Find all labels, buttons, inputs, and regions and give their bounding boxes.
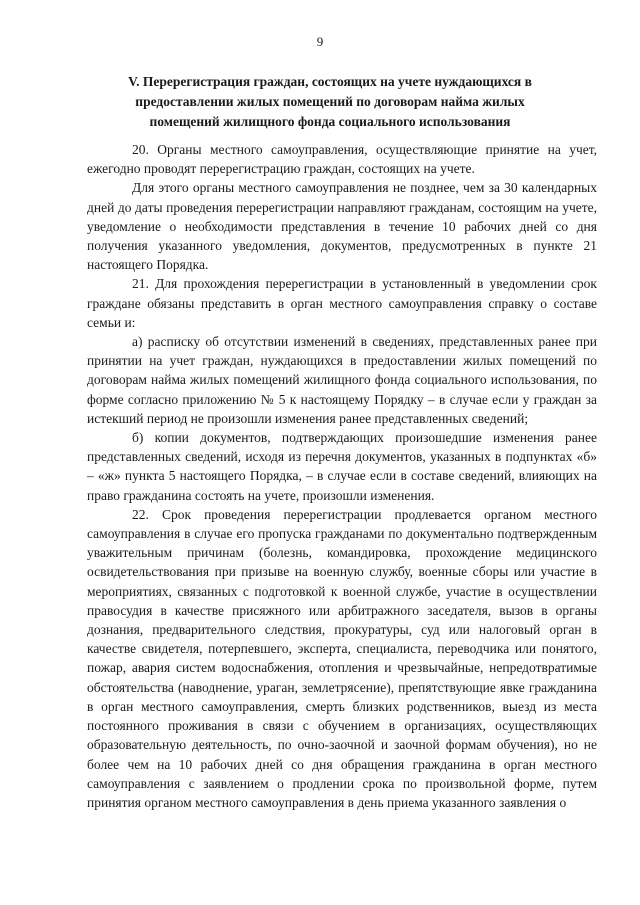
paragraph-20: 20. Органы местного самоуправления, осуществляющие принятие на учет, ежегодно проводят перерегистрацию граждан, состоящих на учете. [87,142,597,177]
paragraph-21-a: а) расписку об отсутствии изменений в сведениях, представленных ранее при принятии на учет граждан, нуждающихся в предоставлении жилых помещений по договорам найма жилых помещений жилищного фонда социального использования, по форме согласно приложению № 5 к настоящему Порядку – в случае если у граждан за истекший период не произошли изменения ранее представленных сведений; [87,334,597,426]
paragraph-20-notice: Для этого органы местного самоуправления не позднее, чем за 30 календарных дней до даты проведения перерегистрации направляют гражданам, состоящим на учете, уведомление о необходимости представления в течение 10 рабочих дней со дня получения указанного уведомления, документов, предусмотренных в пункте 21 настоящего Порядка. [87,180,597,273]
page-number: 9 [316,34,324,49]
paragraph-21: 21. Для прохождения перерегистрации в установленный в уведомлении срок граждане обязаны представить в орган местного самоуправления справку о составе семьи и: [87,276,597,330]
paragraph-21-b: б) копии документов, подтверждающих произошедшие изменения ранее представленных сведений, исходя из перечня документов, указанных в подпунктах «б» – «ж» пункта 5 настоящего Порядка, – в случае если в составе сведений, влияющих на право гражданина состоять на учете, произошли изменения. [87,430,597,503]
document-body [87,140,597,812]
section-title: V. Перерегистрация граждан, состоящих на учете нуждающихся в предоставлении жилых помещений по договорам найма жилых помещений жилищного фонда социального использования [128,74,532,129]
paragraph-22: 22. Срок проведения перерегистрации продлевается органом местного самоуправления в случае его пропуска гражданами по документально подтвержденным уважительным причинам (болезнь, командировка, прохождение медицинского освидетельствования при призыве на военную службу, военные сборы или участие в мероприятиях, связанных с подготовкой к военной службе, участие в осуществлении правосудия в качестве присяжного или арбитражного заседателя, вызов в органы дознания, предварительного следствия, прокуратуры, суд или налоговый орган в качестве свидетеля, потерпевшего, эксперта, специалиста, переводчика или понятого, пожар, авария систем водоснабжения, отопления и чрезвычайные, непредотвратимые обстоятельства (наводнение, ураган, землетрясение), препятствующие явке гражданина в орган местного самоуправления, смерть близких родственников, выезд из места постоянного проживания в связи с обучением в организациях, осуществляющих образовательную деятельность, по очно-заочной и заочной формам обучения), но не более чем на 10 рабочих дней со дня обращения гражданина в орган местного самоуправления с заявлением о продлении срока по произвольной форме, путем принятия органом местного самоуправления в день приема указанного заявления о [87,506,597,810]
